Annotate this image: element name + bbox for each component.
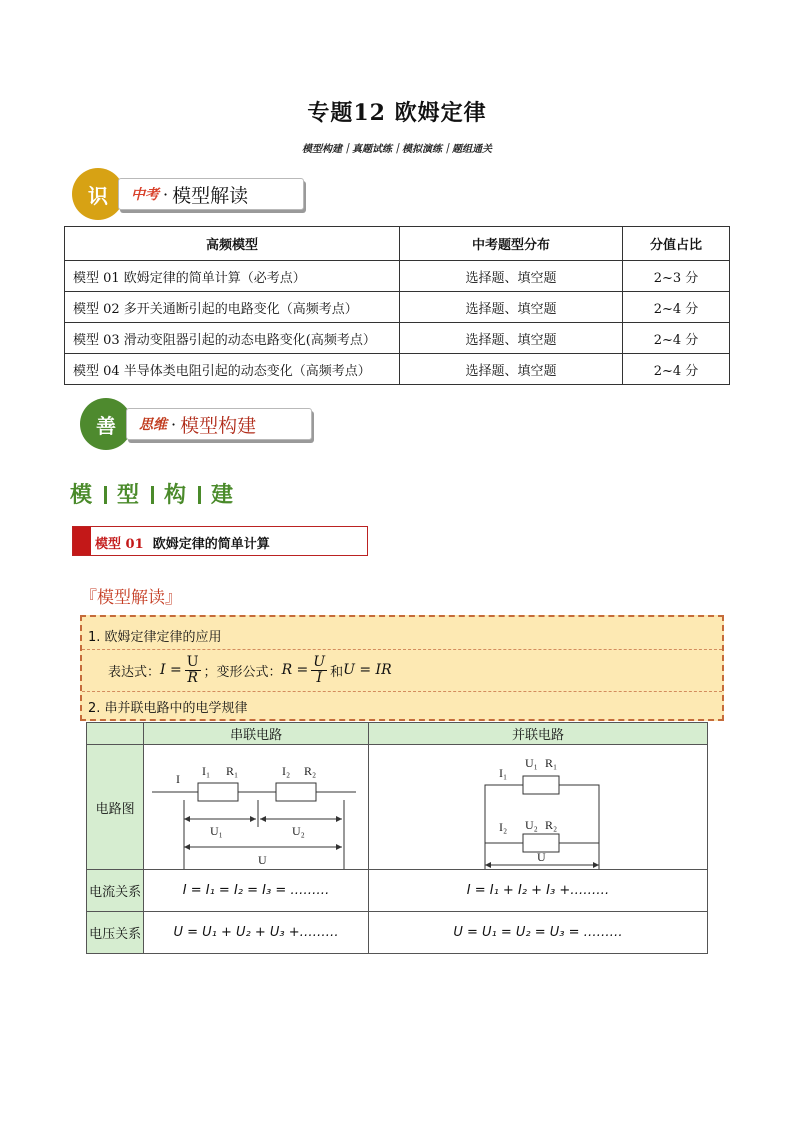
heading-divider — [198, 486, 201, 504]
header-type: 中考题型分布 — [400, 227, 623, 261]
label-I: I — [176, 772, 181, 786]
heading-divider — [151, 486, 154, 504]
label-R1: R₁ — [226, 764, 239, 778]
interpretation-title: 『模型解读』 — [80, 588, 182, 608]
note-box — [80, 615, 724, 721]
page-subtitle: 模型构建｜真题试练｜模拟演练｜题组通关 — [302, 144, 492, 155]
banner-dot: · — [171, 414, 177, 434]
series-diagram-cell — [144, 745, 369, 870]
formula-label: 表达式： — [108, 664, 161, 680]
header-model: 高频模型 — [65, 227, 400, 261]
note-item2: 2. 串并联电路中的电学规律 — [88, 701, 248, 716]
header-parallel: 并联电路 — [369, 723, 708, 745]
fraction-numerator: U — [313, 653, 326, 670]
parallel-diagram-cell — [369, 745, 708, 870]
model-distribution-table — [64, 226, 730, 385]
table-row — [87, 912, 708, 954]
model-label — [95, 533, 270, 552]
parallel-circuit-diagram — [369, 745, 707, 869]
note-formula-line — [108, 650, 392, 690]
banner-tag: 思维 — [139, 417, 167, 433]
current-parallel: I = I₁ + I₂ + I₃ +……… — [369, 870, 708, 912]
label-U1: U₁ — [525, 756, 538, 770]
label-U: U — [258, 853, 267, 867]
model-prefix: 模型 01 — [95, 537, 144, 552]
banner-ribbon — [118, 178, 304, 210]
cell-type: 选择题、填空题 — [400, 261, 623, 292]
model-name: 欧姆定律的简单计算 — [152, 537, 270, 552]
table-row — [87, 870, 708, 912]
banner-model-interpretation — [72, 168, 312, 220]
label-I2: I₂ — [282, 764, 291, 778]
cell-type: 选择题、填空题 — [400, 354, 623, 385]
fraction-denominator: I — [316, 669, 322, 686]
heading-char: 型 — [117, 482, 142, 508]
row-label-current: 电流关系 — [87, 870, 144, 912]
series-circuit-diagram — [144, 745, 366, 869]
banner-text: 模型解读 — [172, 184, 249, 207]
cell-score: 2~4 分 — [623, 323, 730, 354]
table-row — [87, 745, 708, 870]
variant-fraction — [311, 655, 327, 686]
circuit-rules-table — [86, 722, 708, 954]
heading-char: 模 — [70, 482, 95, 508]
label-I1: I₁ — [202, 764, 211, 778]
row-label-voltage: 电压关系 — [87, 912, 144, 954]
variant-lhs: R = — [281, 662, 309, 678]
label-R2: R₂ — [304, 764, 317, 778]
heading-divider — [104, 486, 107, 504]
heading-char: 建 — [211, 482, 236, 508]
voltage-parallel: U = U₁ = U₂ = U₃ = ……… — [369, 912, 708, 954]
label-U: U — [537, 850, 546, 864]
table-row — [65, 261, 730, 292]
voltage-series: U = U₁ + U₂ + U₃ +……… — [144, 912, 369, 954]
cell-model: 模型 01 欧姆定律的简单计算（必考点） — [65, 261, 400, 292]
label-I1: I₁ — [499, 766, 508, 780]
label-R1: R₁ — [545, 756, 558, 770]
page-title: 专题12 欧姆定律 — [307, 100, 487, 126]
banner-ribbon — [126, 408, 312, 440]
banner-circle-icon: 识 — [72, 168, 124, 220]
fraction-numerator: U — [186, 653, 199, 670]
formula-separator: ；变形公式： — [203, 664, 282, 680]
cell-score: 2~3 分 — [623, 261, 730, 292]
banner-circle-icon: 善 — [80, 398, 132, 450]
cell-model: 模型 04 半导体类电阻引起的动态变化（高频考点） — [65, 354, 400, 385]
current-series: I = I₁ = I₂ = I₃ = ……… — [144, 870, 369, 912]
cell-model: 模型 03 滑动变阻器引起的动态电路变化(高频考点） — [65, 323, 400, 354]
label-U1: U₁ — [210, 824, 224, 838]
header-series: 串联电路 — [144, 723, 369, 745]
note-divider — [82, 691, 722, 692]
label-I2: I₂ — [499, 820, 508, 834]
header-empty — [87, 723, 144, 745]
section-heading — [70, 478, 235, 509]
table-header-row — [65, 227, 730, 261]
table-row — [65, 292, 730, 323]
table-header-row — [87, 723, 708, 745]
row-label-diagram: 电路图 — [87, 745, 144, 870]
note-item1: 1. 欧姆定律定律的应用 — [88, 630, 222, 645]
banner-dot: · — [163, 184, 169, 204]
cell-score: 2~4 分 — [623, 292, 730, 323]
model-red-bar — [73, 527, 91, 555]
formula-fraction — [185, 655, 201, 686]
formula-lhs: I = — [160, 662, 182, 678]
label-R2: R₂ — [545, 818, 558, 832]
header-score: 分值占比 — [623, 227, 730, 261]
heading-char: 构 — [164, 482, 189, 508]
cell-model: 模型 02 多开关通断引起的电路变化（高频考点） — [65, 292, 400, 323]
variant-rhs: U = IR — [343, 662, 392, 678]
fraction-denominator: R — [187, 669, 198, 686]
cell-score: 2~4 分 — [623, 354, 730, 385]
label-U2: U₂ — [292, 824, 306, 838]
banner-model-construction — [80, 398, 320, 450]
cell-type: 选择题、填空题 — [400, 292, 623, 323]
banner-text: 模型构建 — [180, 414, 257, 437]
model-title-box — [72, 526, 368, 556]
label-U2: U₂ — [525, 818, 538, 832]
cell-type: 选择题、填空题 — [400, 323, 623, 354]
banner-tag: 中考 — [131, 187, 159, 203]
table-row — [65, 354, 730, 385]
table-row — [65, 323, 730, 354]
variant-and: 和 — [330, 664, 344, 680]
